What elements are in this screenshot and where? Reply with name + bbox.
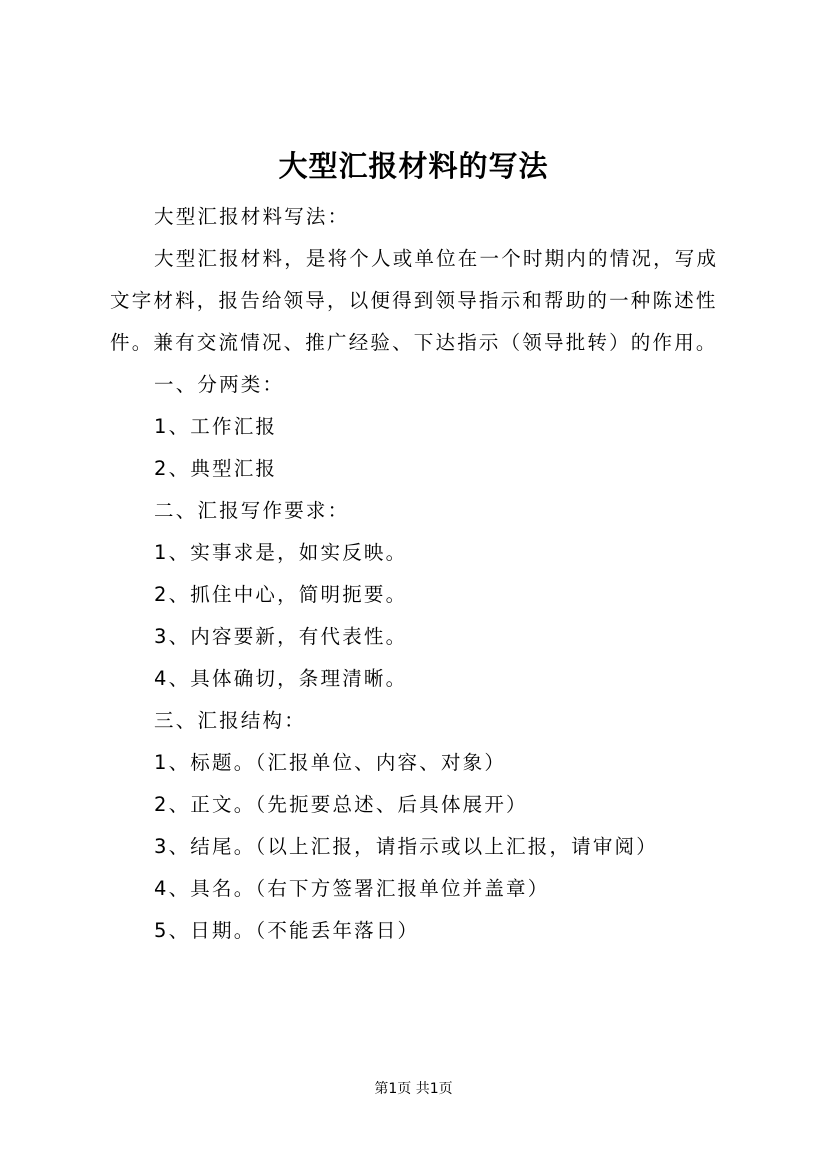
list-item: 1、工作汇报 <box>154 415 278 438</box>
document-title: 大型汇报材料的写法 <box>278 149 549 183</box>
list-item: 3、内容要新，有代表性。 <box>154 625 408 648</box>
section-intro-heading: 大型汇报材料写法： <box>154 205 350 228</box>
paragraph-line: 文字材料，报告给领导，以便得到领导指示和帮助的一种陈述性 <box>110 289 718 312</box>
list-item: 4、具体确切，条理清晰。 <box>154 667 408 690</box>
section-heading: 三、汇报结构： <box>154 709 306 732</box>
paragraph-line: 件。兼有交流情况、推广经验、下达指示（领导批转）的作用。 <box>110 331 718 354</box>
list-item: 2、抓住中心，简明扼要。 <box>154 583 408 606</box>
page-footer: 第1页 共1页 <box>374 1081 453 1097</box>
list-item: 3、结尾。（以上汇报，请指示或以上汇报，请审阅） <box>154 835 658 858</box>
section-heading: 一、分两类： <box>154 373 285 396</box>
list-item: 2、典型汇报 <box>154 457 278 480</box>
list-item: 4、具名。（右下方签署汇报单位并盖章） <box>154 877 550 900</box>
list-item: 5、日期。（不能丢年落日） <box>154 919 420 942</box>
list-item: 1、实事求是，如实反映。 <box>154 541 408 564</box>
list-item: 2、正文。（先扼要总述、后具体展开） <box>154 793 528 816</box>
document-body <box>110 196 750 952</box>
paragraph-line: 大型汇报材料，是将个人或单位在一个时期内的情况，写成 <box>154 247 719 270</box>
section-heading: 二、汇报写作要求： <box>154 499 350 522</box>
list-item: 1、标题。（汇报单位、内容、对象） <box>154 751 507 774</box>
